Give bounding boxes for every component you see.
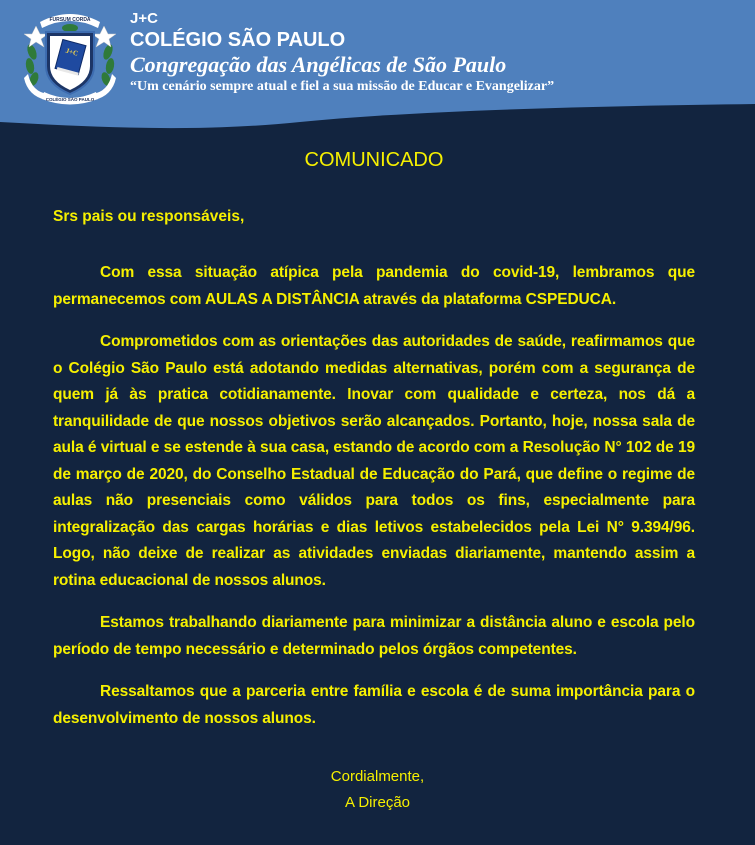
svg-text:COLÉGIO SÃO PAULO: COLÉGIO SÃO PAULO (45, 97, 95, 102)
paragraph-2: Comprometidos com as orientações das autoridades de saúde, reafirmamos que o Colégio São Paulo está adotando medidas alternativas, porém com a segurança de quem já às pratica cotidianamente. Inovar com qualidade e certeza, nos dá a tranquilidade de que nossos objetivos serão alcançados. Portanto, hoje, nossa sala de aula é virtual e se estende à sua casa, estando de acordo com a Resolução N° 102 de 19 de março de 2020, do Conselho Estadual de Educação do Pará, que define o regime de aulas não presenciais como válidos para todos os fins, especialmente para integralização das cargas horárias e dias letivos estabelecidos pela Lei N° 9.394/96. Logo, não deixe de realizar as atividades enviadas diariamente, mantendo assim a rotina educacional de nossos alunos. (53, 333, 695, 589)
school-name: COLÉGIO SÃO PAULO (130, 29, 346, 51)
header-text (130, 10, 554, 96)
congregation-name: Congregação das Angélicas de São Paulo (130, 52, 507, 77)
paragraph-1-before: Com essa situação atípica pela pandemia do covid-19, lembramos que permanecemos com (53, 264, 695, 308)
greeting: Srs pais ou responsáveis, (53, 208, 245, 225)
closing-block (0, 764, 755, 816)
paragraph-1-emphasis: AULAS A DISTÂNCIA (204, 290, 360, 308)
svg-text:J+C: J+C (64, 46, 79, 58)
document-title: COMUNICADO (304, 149, 444, 171)
paragraph-1-after: através da plataforma CSPEDUCA. (359, 290, 617, 308)
paragraph-4: Ressaltamos que a parceria entre família e escola é de suma importância para o desenvolvimento de nossos alunos. (53, 683, 695, 727)
paragraph-3: Estamos trabalhando diariamente para minimizar a distância aluno e escola pelo período de tempo necessário e determinado pelos órgãos competentes. (53, 614, 695, 658)
motto: “Um cenário sempre atual e fiel a sua missão de Educar e Evangelizar” (130, 79, 555, 94)
svg-text:FURSUM CORDA: FURSUM CORDA (49, 17, 91, 23)
closing-salutation: Cordialmente, (330, 768, 425, 785)
signature: A Direção (344, 794, 411, 811)
school-crest-icon (18, 4, 122, 108)
monogram: J+C (130, 10, 158, 27)
document-body (53, 146, 695, 732)
paragraph-1 (53, 260, 695, 313)
